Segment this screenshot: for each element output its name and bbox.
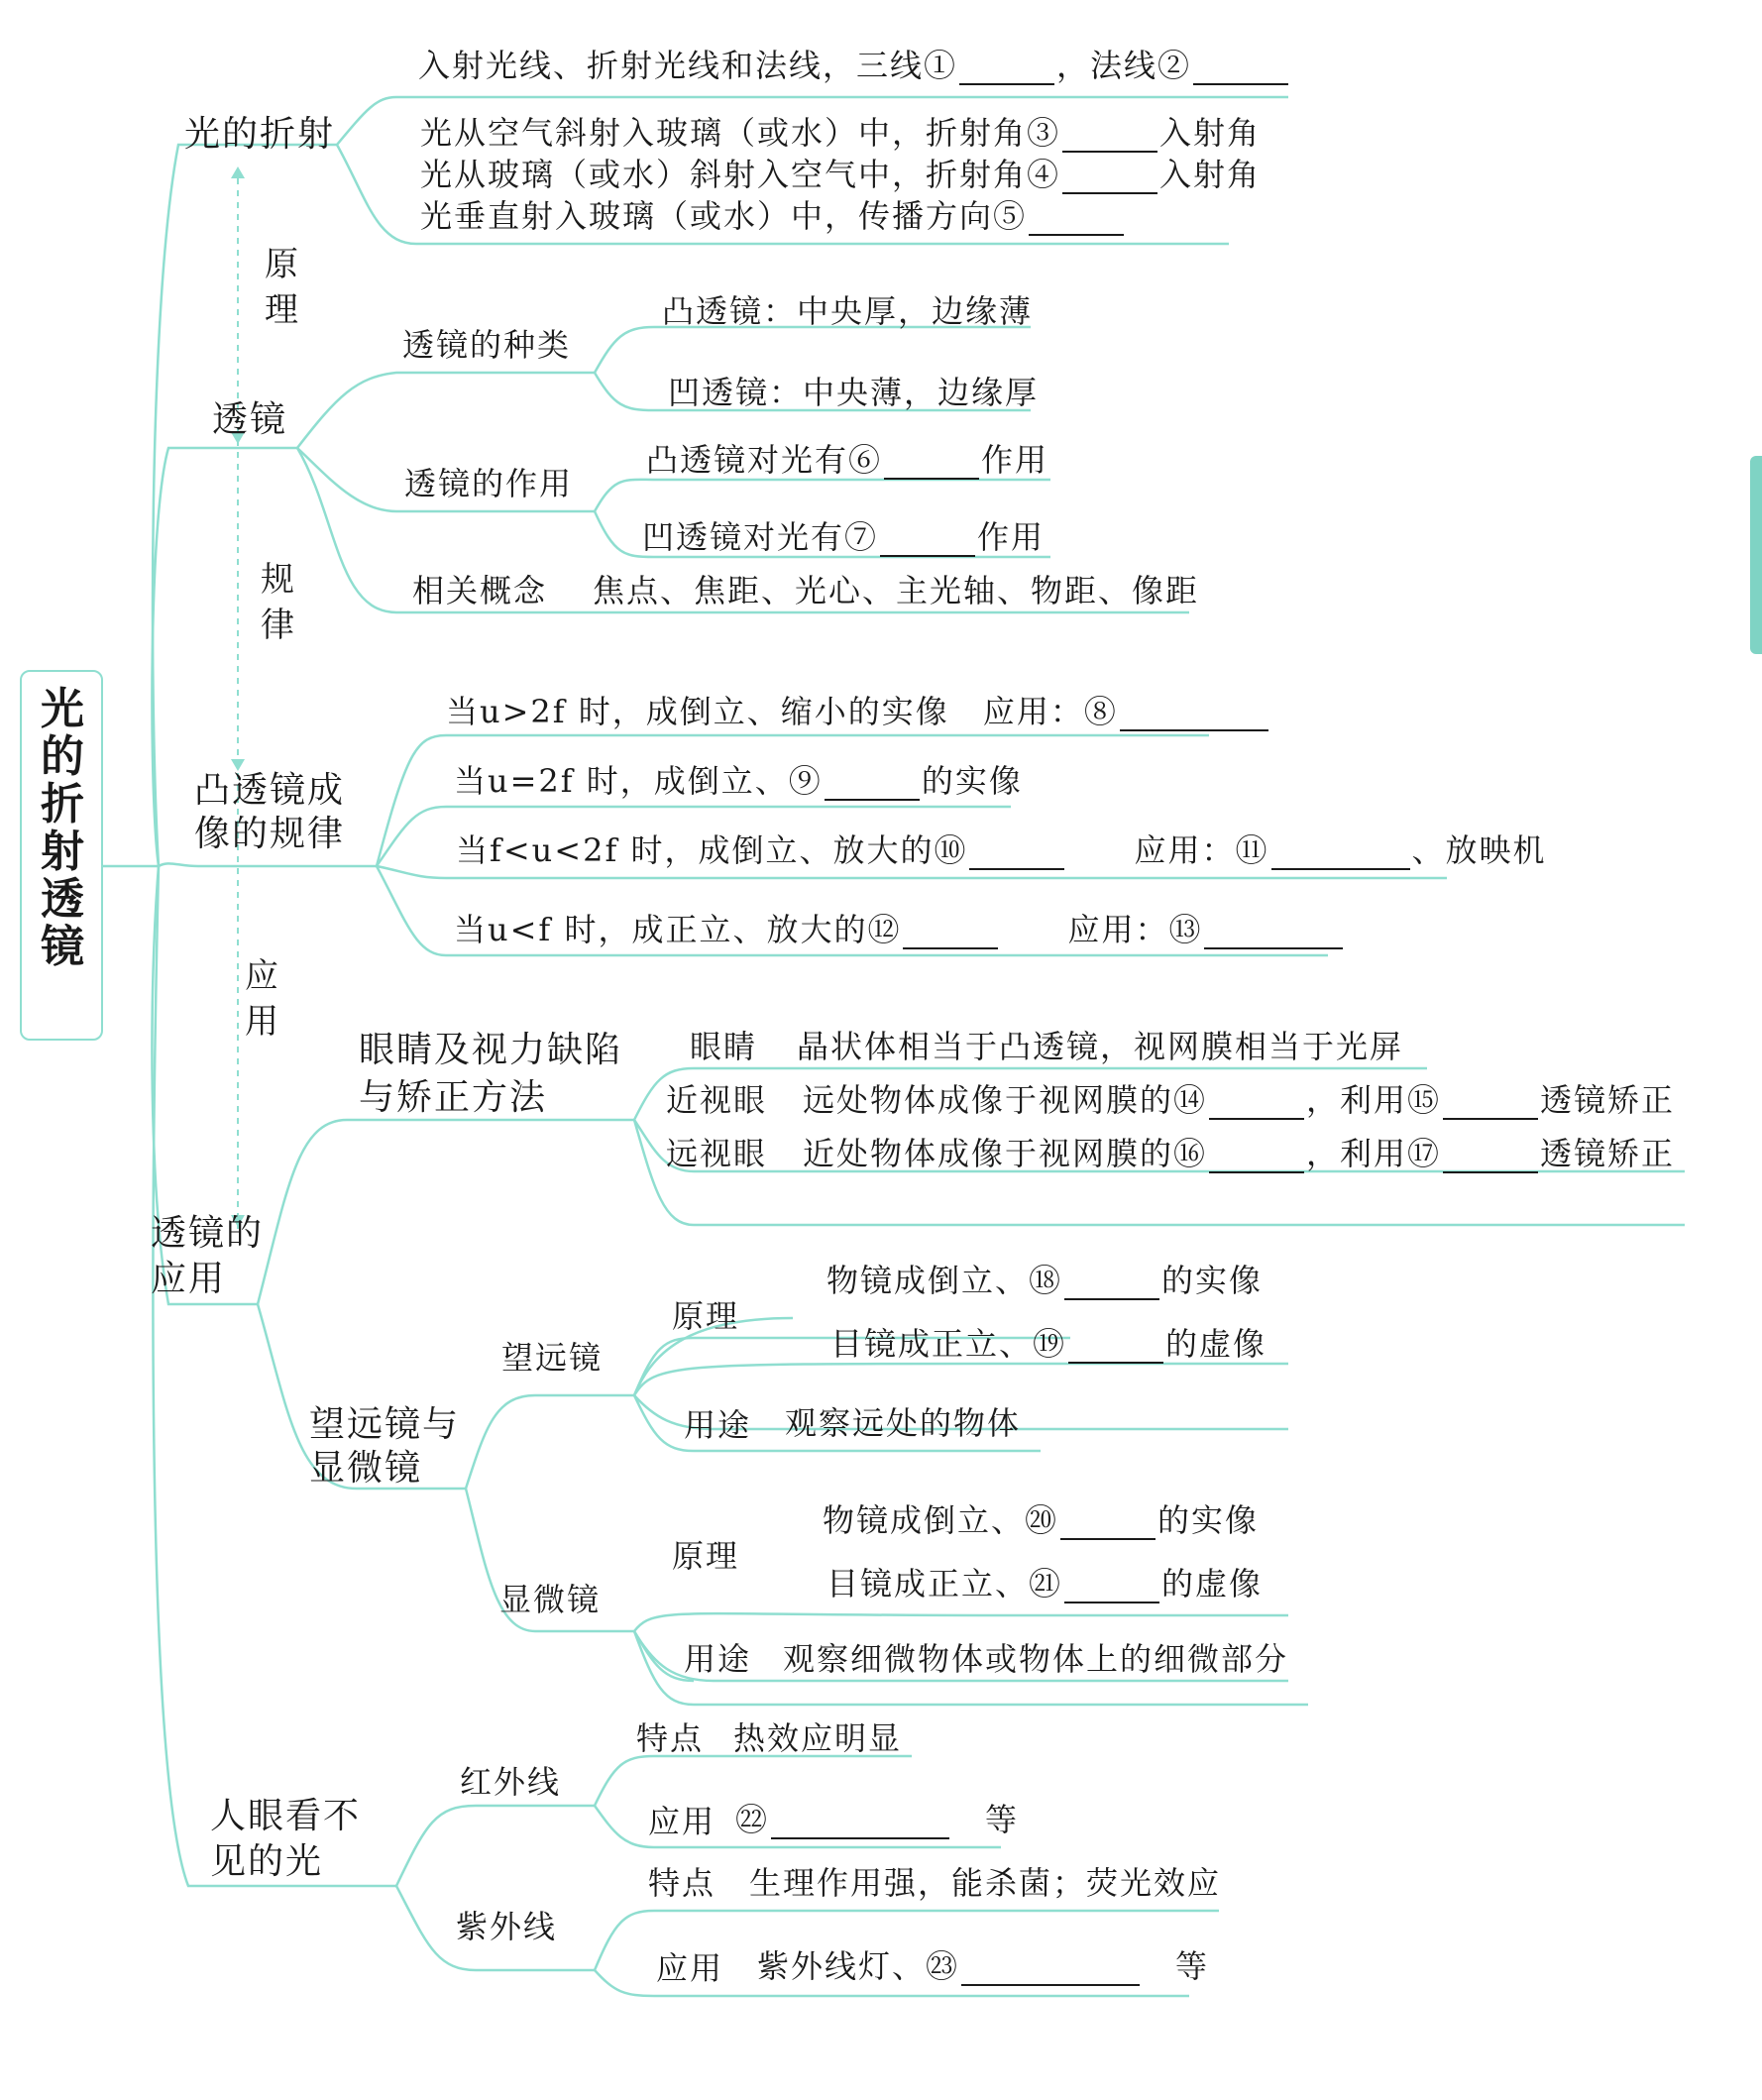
- microscope-principle-2: [826, 1564, 1263, 1603]
- eye-key: 眼睛: [690, 1028, 758, 1065]
- telescope-use-key: 用途: [684, 1406, 752, 1444]
- blank-16: [1209, 1142, 1304, 1173]
- imaging-rule-1-text: 当u>2f 时，成倒立、缩小的实像: [446, 693, 949, 730]
- blank-6: [884, 448, 979, 480]
- blank-14: [1209, 1088, 1304, 1120]
- imaging-rule-1-app: 应用：⑧: [982, 693, 1118, 730]
- hyperopia-value-b: ，利用⑰: [1306, 1135, 1442, 1172]
- node-telescope: 望远镜: [501, 1339, 604, 1377]
- refraction-line3b-text: 入射角: [1159, 156, 1262, 193]
- blank-20: [1060, 1508, 1156, 1540]
- blank-19: [1068, 1332, 1163, 1364]
- imaging-rule-3-app: 应用：⑪: [1134, 831, 1269, 869]
- lens-concepts-list: 焦点、焦距、光心、主光轴、物距、像距: [593, 572, 1200, 609]
- blank-1: [959, 54, 1054, 85]
- microscope-use-key: 用途: [684, 1640, 752, 1678]
- ultraviolet-app-text: 紫外线灯、㉓: [757, 1947, 960, 1985]
- link-principle: 原理: [265, 245, 298, 330]
- imaging-rule-3-text: 当f<u<2f 时，成倒立、放大的⑩: [456, 831, 968, 869]
- blank-11: [1271, 838, 1410, 870]
- node-lens: 透镜: [212, 399, 288, 440]
- imaging-rule-4-text: 当u<f 时，成正立、放大的⑫: [454, 911, 902, 948]
- blank-8: [1120, 700, 1268, 731]
- node-infrared: 红外线: [460, 1763, 562, 1801]
- imaging-rule-3-suffix: 、放映机: [1411, 831, 1547, 869]
- side-tab-marker: [1750, 456, 1762, 654]
- blank-4: [1062, 163, 1157, 194]
- lens-concave-function: [642, 517, 1045, 557]
- imaging-rule-2: [454, 761, 1023, 801]
- telescope-principle-2-text: 目镜成正立、⑲: [830, 1325, 1067, 1363]
- hyperopia-key: 远视眼: [666, 1135, 768, 1172]
- node-ultraviolet: 紫外线: [456, 1908, 558, 1945]
- link-rule: 规律: [261, 560, 294, 645]
- imaging-rule-3: [456, 830, 1547, 870]
- myopia-value-a: 远处物体成像于视网膜的⑭: [803, 1081, 1208, 1119]
- myopia-value: [803, 1080, 1675, 1120]
- root-title: 光的折射 透镜: [41, 684, 128, 972]
- imaging-rule-4-app: 应用：⑬: [1067, 911, 1203, 948]
- myopia-value-b: ，利用⑮: [1306, 1081, 1442, 1119]
- refraction-line2: [420, 113, 1261, 153]
- telescope-principle-1-text: 物镜成倒立、⑱: [826, 1262, 1063, 1299]
- blank-9: [825, 769, 920, 801]
- refraction-line1: [418, 46, 1290, 85]
- blank-3: [1062, 121, 1157, 153]
- hyperopia-value-c: 透镜矫正: [1540, 1135, 1676, 1172]
- microscope-principle-1-suffix: 的实像: [1157, 1501, 1260, 1539]
- link-application: 应用: [245, 956, 278, 1042]
- infrared-feature-value: 热效应明显: [733, 1719, 903, 1757]
- infrared-app-key: 应用: [648, 1803, 716, 1840]
- refraction-line1-text: 入射光线、折射光线和法线，三线①: [418, 47, 958, 84]
- telescope-principle-1: [826, 1261, 1263, 1300]
- node-microscope: 显微镜: [499, 1581, 602, 1618]
- infrared-feature-key: 特点: [636, 1719, 705, 1757]
- ultraviolet-feature-key: 特点: [648, 1864, 716, 1902]
- node-lens-function: 透镜的作用: [404, 465, 574, 502]
- microscope-principle-2-text: 目镜成正立、㉑: [826, 1565, 1063, 1603]
- ultraviolet-app-value: [757, 1946, 1209, 1986]
- microscope-principle-1-text: 物镜成倒立、⑳: [823, 1501, 1059, 1539]
- telescope-principle-2-suffix: 的虚像: [1165, 1325, 1267, 1363]
- hyperopia-value: [803, 1134, 1675, 1173]
- imaging-rule-2-text: 当u=2f 时，成倒立、⑨: [454, 762, 823, 800]
- imaging-rule-1: [446, 692, 1270, 731]
- microscope-principle-1: [823, 1500, 1259, 1540]
- node-scopes: 望远镜与显微镜: [309, 1404, 461, 1489]
- ultraviolet-feature-value: 生理作用强，能杀菌；荧光效应: [749, 1864, 1222, 1902]
- blank-7: [880, 525, 975, 557]
- node-invisible-light: 人眼看不见的光: [210, 1796, 362, 1882]
- node-lens-concepts: 相关概念: [412, 572, 548, 609]
- lens-convex-function: [646, 440, 1048, 480]
- blank-15: [1443, 1088, 1538, 1120]
- blank-5: [1029, 204, 1124, 236]
- root-title-box: [20, 670, 128, 1041]
- hyperopia-value-a: 近处物体成像于视网膜的⑯: [803, 1135, 1208, 1172]
- ultraviolet-app-suffix: 等: [1175, 1947, 1210, 1985]
- blank-2: [1193, 54, 1288, 85]
- blank-13: [1204, 918, 1343, 949]
- telescope-principle: 原理: [672, 1297, 740, 1335]
- imaging-rule-2-suffix: 的实像: [921, 762, 1023, 800]
- lens-convex: 凸透镜：中央厚，边缘薄: [662, 292, 1034, 330]
- blank-18: [1064, 1269, 1159, 1300]
- node-refraction: 光的折射: [184, 114, 336, 155]
- refraction-line4-text: 光垂直射入玻璃（或水）中，传播方向⑤: [420, 197, 1028, 235]
- infrared-app-num: ㉒: [735, 1801, 770, 1838]
- eye-value: 晶状体相当于凸透镜，视网膜相当于光屏: [797, 1028, 1404, 1065]
- blank-21: [1064, 1572, 1159, 1603]
- node-application: 透镜的应用: [151, 1213, 265, 1299]
- refraction-line1b-text: ，法线②: [1056, 47, 1192, 84]
- lens-convex-function-suffix: 作用: [981, 441, 1049, 479]
- imaging-rule-4: [454, 910, 1345, 949]
- refraction-line3a-text: 光从玻璃（或水）斜射入空气中，折射角④: [420, 156, 1061, 193]
- refraction-line2b-text: 入射角: [1159, 114, 1262, 152]
- refraction-line3: [420, 155, 1261, 194]
- node-imaging: 凸透镜成像的规律: [194, 770, 346, 854]
- microscope-principle: 原理: [672, 1537, 740, 1575]
- myopia-value-c: 透镜矫正: [1540, 1081, 1676, 1119]
- lens-concave-function-text: 凹透镜对光有⑦: [642, 518, 879, 556]
- blank-23: [961, 1954, 1140, 1986]
- myopia-key: 近视眼: [666, 1081, 768, 1119]
- lens-concave: 凹透镜：中央薄，边缘厚: [668, 374, 1040, 411]
- ultraviolet-app-key: 应用: [656, 1949, 724, 1987]
- blank-12: [903, 918, 998, 949]
- blank-10: [969, 838, 1064, 870]
- infrared-app-suffix: 等: [985, 1801, 1020, 1838]
- infrared-app-value: [735, 1800, 1019, 1839]
- blank-22: [771, 1808, 949, 1839]
- refraction-line4: [420, 196, 1126, 236]
- blank-17: [1443, 1142, 1538, 1173]
- refraction-line2a-text: 光从空气斜射入玻璃（或水）中，折射角③: [420, 114, 1061, 152]
- microscope-principle-2-suffix: 的虚像: [1161, 1565, 1264, 1603]
- node-eye: 眼睛及视力缺陷与矫正方法: [359, 1030, 623, 1118]
- node-lens-types: 透镜的种类: [402, 326, 572, 364]
- telescope-principle-2: [830, 1324, 1266, 1364]
- microscope-use-value: 观察细微物体或物体上的细微部分: [783, 1640, 1289, 1678]
- lens-convex-function-text: 凸透镜对光有⑥: [646, 441, 883, 479]
- telescope-principle-1-suffix: 的实像: [1161, 1262, 1264, 1299]
- lens-concave-function-suffix: 作用: [977, 518, 1046, 556]
- telescope-use-value: 观察远处的物体: [785, 1404, 1022, 1442]
